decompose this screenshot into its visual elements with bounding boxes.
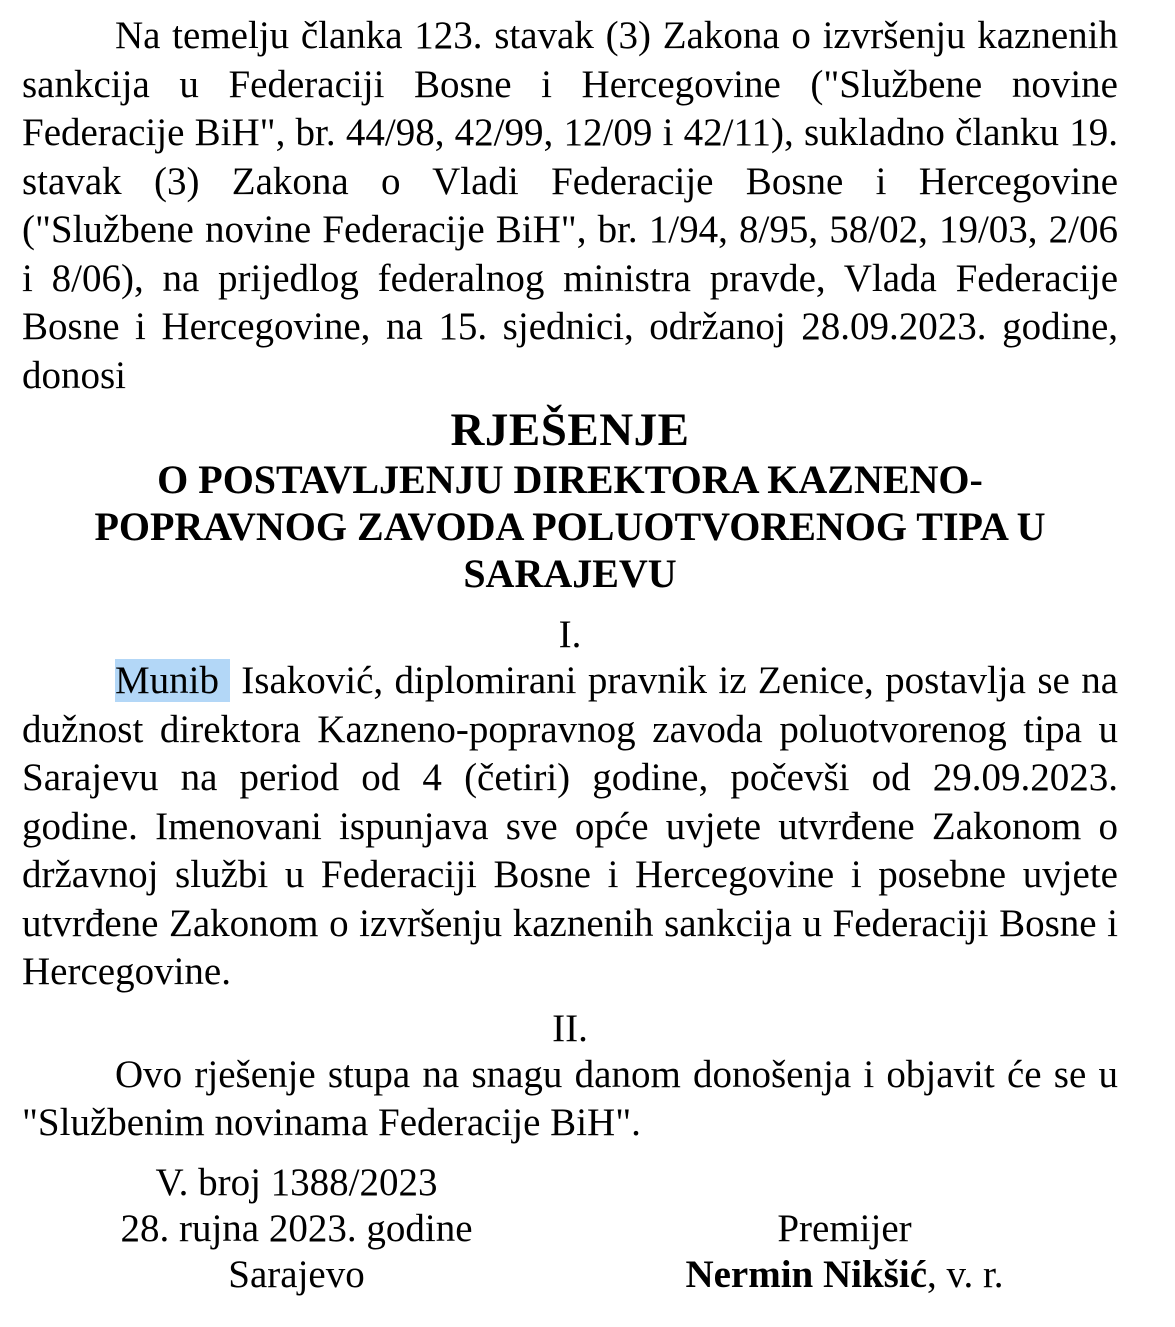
- highlighted-text: Munib: [115, 659, 230, 702]
- document-subtitle-line-3: SARAJEVU: [463, 551, 677, 596]
- signature-block: [571, 1160, 1118, 1298]
- section-2-paragraph: Ovo rješenje stupa na snagu danom donošenja i objavit će se u "Službenim novinama Federacije BiH".: [22, 1052, 1118, 1144]
- section-1-text: Isaković, diplomirani pravnik iz Zenice, postavlja se na dužnost direktora Kazneno-popravnog zavoda poluotvorenog tipa u Sarajevu na period od 4 (četiri) godine, počevši od 29.09.2023. godine. Imenovani ispunjava sve opće uvjete utvrđene Zakonom o državnoj službi u Federaciji Bosne i Hercegovine i posebne uvjete utvrđene Zakonom o izvršenju kaznenih sankcija u Federaciji Bosne i Hercegovine.: [22, 659, 1118, 993]
- document-footer: [22, 1160, 1118, 1298]
- document-subtitle-line-1: O POSTAVLJENJU DIREKTORA KAZNENO-: [157, 457, 983, 502]
- document-date: 28. rujna 2023. godine: [120, 1206, 473, 1250]
- footer-left-block: [22, 1160, 571, 1298]
- document-subtitle: [22, 456, 1118, 597]
- document-number: V. broj 1388/2023: [155, 1160, 438, 1204]
- document-subtitle-line-2: POPRAVNOG ZAVODA POLUOTVORENOG TIPA U: [94, 504, 1046, 549]
- section-numeral-2: II.: [552, 1006, 588, 1050]
- document-place: Sarajevo: [228, 1252, 365, 1296]
- section-numeral-1: I.: [558, 613, 582, 656]
- document-title: RJEŠENJE: [450, 404, 690, 456]
- section-1-paragraph: [22, 657, 1118, 997]
- intro-paragraph: Na temelju članka 123. stavak (3) Zakona o izvršenju kaznenih sankcija u Federaciji Bosne i Hercegovine ("Službene novine Federacije BiH", br. 44/98, 42/99, 12/09 i 42/11), sukladno članku 19. stavak (3) Zakona o Vladi Federacije Bosne i Hercegovine ("Službene novine Federacije BiH", br. 1/94, 8/95, 58/02, 19/03, 2/06 i 8/06), na prijedlog federalnog ministra pravde, Vlada Federacije Bosne i Hercegovine, na 15. sjednici, održanoj 28.09.2023. godine, donosi: [22, 14, 1118, 397]
- signer-title: Premijer: [777, 1206, 912, 1250]
- signer-suffix: , v. r.: [927, 1252, 1004, 1296]
- signer-name: Nermin Nikšić: [685, 1252, 927, 1296]
- signer-name-line: [571, 1252, 1118, 1298]
